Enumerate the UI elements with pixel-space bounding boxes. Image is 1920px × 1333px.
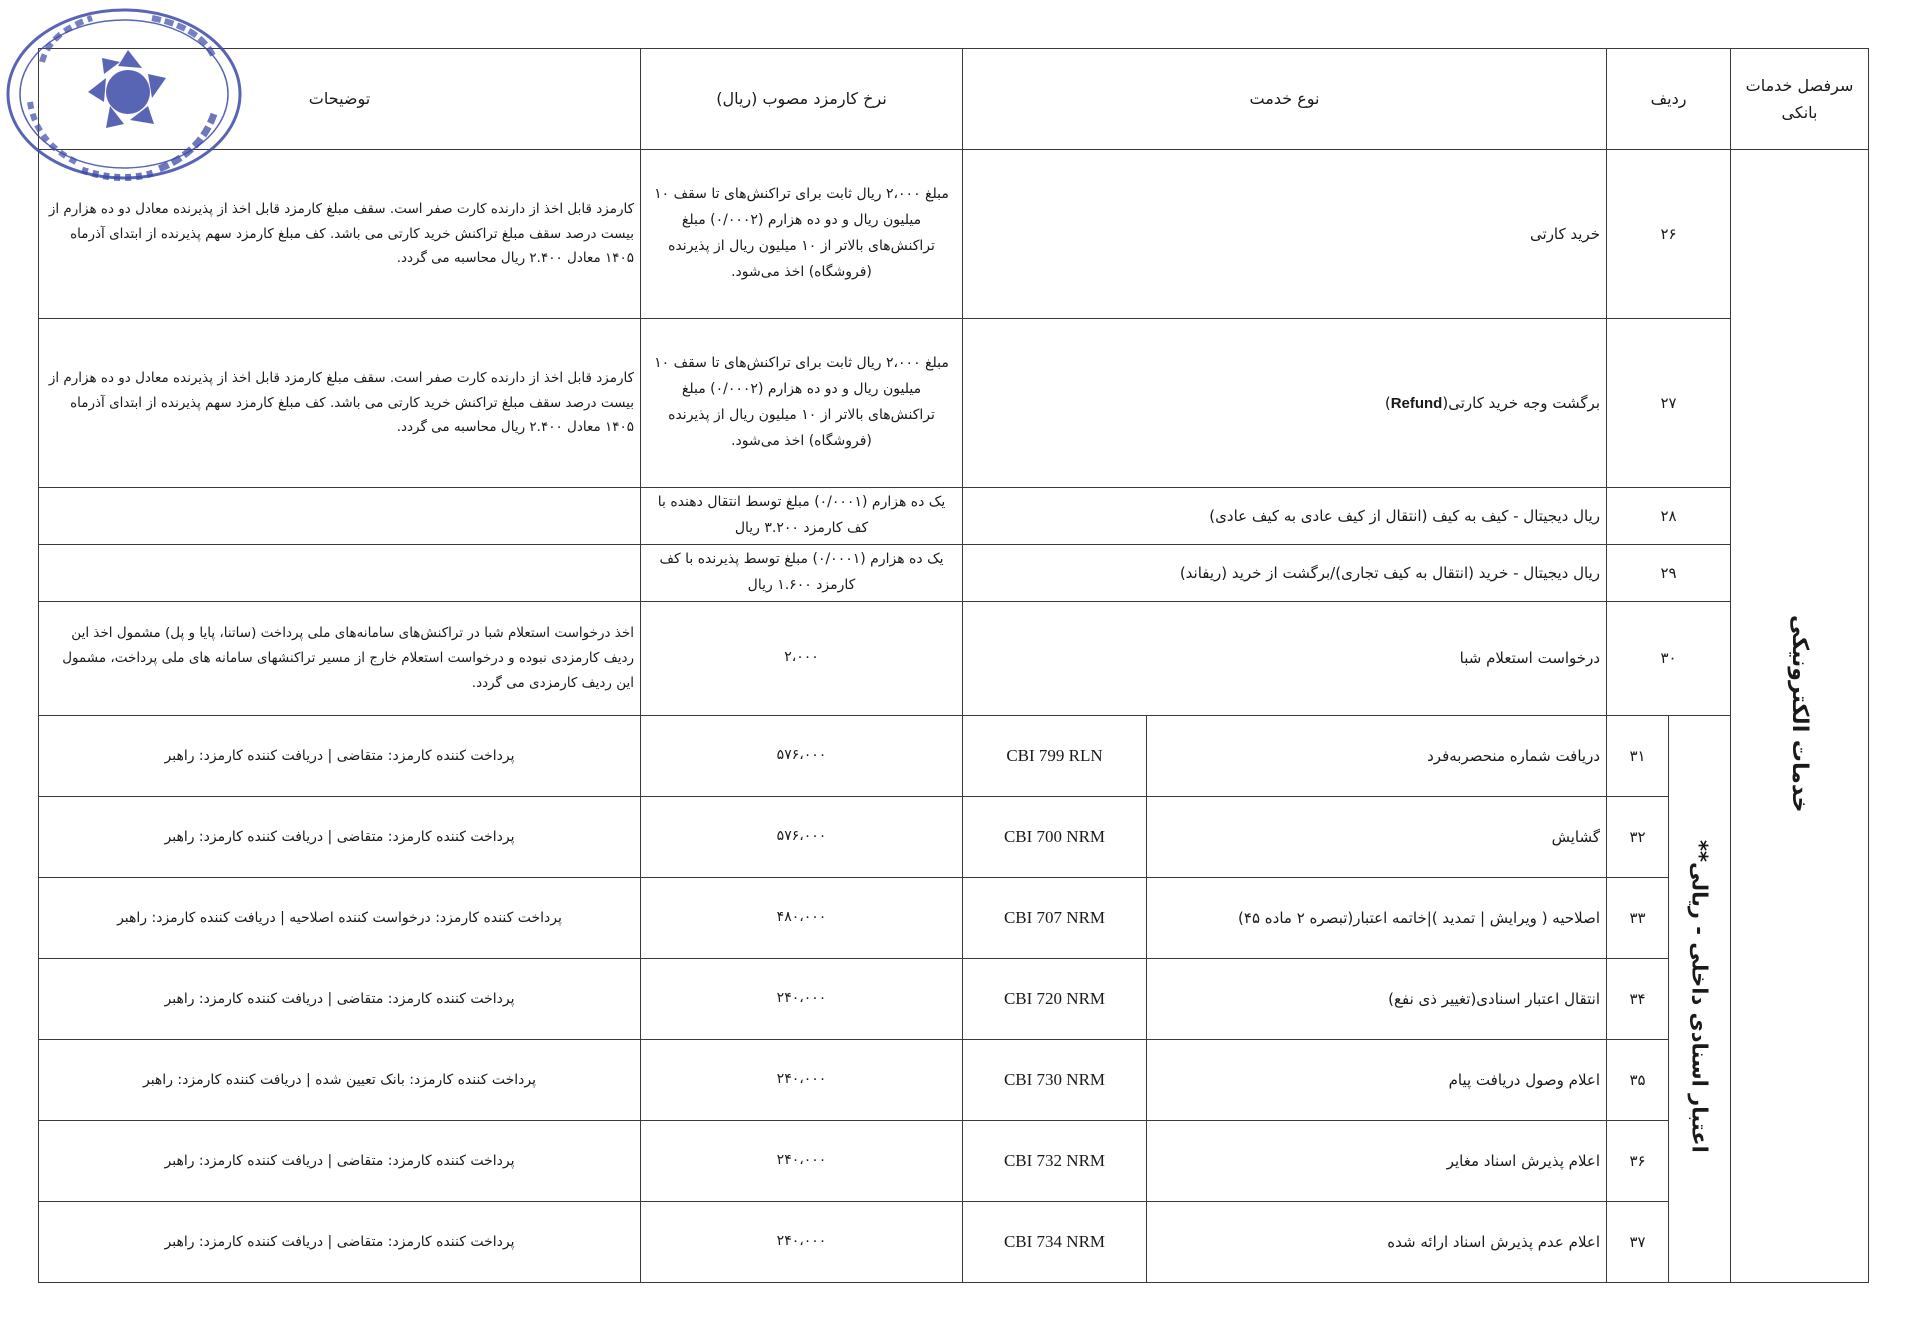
- table-row: [39, 488, 1869, 545]
- service-name-end: ): [1384, 394, 1391, 412]
- table-row: [39, 150, 1869, 319]
- service-name-text: برگشت وجه خرید کارتی(: [1442, 394, 1601, 412]
- row-number: ۳۷: [1607, 1201, 1669, 1282]
- description: پرداخت کننده کارمزد: متقاضی | دریافت کننده کارمزد: راهبر: [39, 715, 641, 796]
- row-number: ۳۳: [1607, 877, 1669, 958]
- row-number: ۳۱: [1607, 715, 1669, 796]
- fee-table: [38, 48, 1869, 1283]
- description: پرداخت کننده کارمزد: متقاضی | دریافت کننده کارمزد: راهبر: [39, 958, 641, 1039]
- message-code: CBI 730 NRM: [963, 1039, 1147, 1120]
- service-name: اصلاحیه ( ویرایش | تمدید )|خاتمه اعتبار(تبصره ۲ ماده ۴۵): [1147, 877, 1607, 958]
- message-code: CBI 799 RLN: [963, 715, 1147, 796]
- header-section: سرفصل خدمات بانکی: [1731, 49, 1869, 150]
- message-code: CBI 707 NRM: [963, 877, 1147, 958]
- official-seal-stamp: [2, 2, 246, 198]
- service-name: اعلام پذیرش اسناد مغایر: [1147, 1120, 1607, 1201]
- service-name: خرید کارتی: [963, 150, 1607, 319]
- message-code: CBI 734 NRM: [963, 1201, 1147, 1282]
- description: پرداخت کننده کارمزد: بانک تعیین شده | دریافت کننده کارمزد: راهبر: [39, 1039, 641, 1120]
- description: پرداخت کننده کارمزد: درخواست کننده اصلاحیه | دریافت کننده کارمزد: راهبر: [39, 877, 641, 958]
- message-code: CBI 700 NRM: [963, 796, 1147, 877]
- service-name: [963, 319, 1607, 488]
- service-name: ریال دیجیتال - کیف به کیف (انتقال از کیف عادی به کیف عادی): [963, 488, 1607, 545]
- description: اخذ درخواست استعلام شبا در تراکنش‌های سامانه‌های ملی پرداخت (ساتنا، پایا و پل) مشمول اخذ این ردیف کارمزدی نبوده و درخواست استعلام خارج از مسیر تراکنشهای سامانه های ملی پرداخت، مشمول این ردیف کارمزدی می گردد.: [39, 601, 641, 715]
- service-name: دریافت شماره منحصربه‌فرد: [1147, 715, 1607, 796]
- fee-rate: مبلغ ۲،۰۰۰ ریال ثابت برای تراکنش‌های تا سقف ۱۰ میلیون ریال و دو ده هزارم (۰/۰۰۰۲) مبلغ تراکنش‌های بالاتر از ۱۰ میلیون ریال از پذیرنده (فروشگاه) اخذ می‌شود.: [641, 319, 963, 488]
- message-code: CBI 720 NRM: [963, 958, 1147, 1039]
- row-number: ۳۵: [1607, 1039, 1669, 1120]
- service-name: اعلام عدم پذیرش اسناد ارائه شده: [1147, 1201, 1607, 1282]
- table-row: [39, 958, 1869, 1039]
- table-row: [39, 1120, 1869, 1201]
- fee-rate: مبلغ ۲،۰۰۰ ریال ثابت برای تراکنش‌های تا سقف ۱۰ میلیون ریال و دو ده هزارم (۰/۰۰۰۲) مبلغ تراکنش‌های بالاتر از ۱۰ میلیون ریال از پذیرنده (فروشگاه) اخذ می‌شود.: [641, 150, 963, 319]
- fee-rate: ۲۴۰،۰۰۰: [641, 958, 963, 1039]
- row-number: ۳۰: [1607, 601, 1731, 715]
- description: [39, 488, 641, 545]
- service-name: ریال دیجیتال - خرید (انتقال به کیف تجاری)/برگشت از خرید (ریفاند): [963, 544, 1607, 601]
- message-code: CBI 732 NRM: [963, 1120, 1147, 1201]
- fee-rate: ۲۴۰،۰۰۰: [641, 1039, 963, 1120]
- header-service-type: نوع خدمت: [963, 49, 1607, 150]
- table-row: [39, 1039, 1869, 1120]
- table-row: [39, 1201, 1869, 1282]
- bank-emblem-icon: [88, 50, 166, 128]
- service-name: درخواست استعلام شبا: [963, 601, 1607, 715]
- subsection-cell: [1669, 715, 1731, 1282]
- description: پرداخت کننده کارمزد: متقاضی | دریافت کننده کارمزد: راهبر: [39, 1120, 641, 1201]
- fee-rate: ۲،۰۰۰: [641, 601, 963, 715]
- subsection-label: اعتبار اسنادی داخلی - ریالی**: [1687, 840, 1712, 1153]
- fee-rate: ۵۷۶،۰۰۰: [641, 796, 963, 877]
- header-fee-rate: نرخ کارمزد مصوب (ریال): [641, 49, 963, 150]
- description: کارمزد قابل اخذ از دارنده کارت صفر است. سقف مبلغ کارمزد قابل اخذ از پذیرنده معادل دو ده هزارم از بیست درصد سقف مبلغ تراکنش خرید کارتی می باشد. کف مبلغ کارمزد سهم پذیرنده از ابتدای آذرماه ۱۴۰۵ معادل ۲.۴۰۰ ریال محاسبه می گردد.: [39, 150, 641, 319]
- table-row: [39, 877, 1869, 958]
- description: پرداخت کننده کارمزد: متقاضی | دریافت کننده کارمزد: راهبر: [39, 796, 641, 877]
- service-name: انتقال اعتبار اسنادی(تغییر ذی نفع): [1147, 958, 1607, 1039]
- fee-rate: ۴۸۰،۰۰۰: [641, 877, 963, 958]
- section-cell: [1731, 150, 1869, 1283]
- row-number: ۳۲: [1607, 796, 1669, 877]
- fee-rate: ۲۴۰،۰۰۰: [641, 1120, 963, 1201]
- table-row: [39, 601, 1869, 715]
- row-number: ۲۸: [1607, 488, 1731, 545]
- section-label: خدمات الکترونیکی: [1787, 615, 1813, 813]
- row-number: ۳۶: [1607, 1120, 1669, 1201]
- row-number: ۲۷: [1607, 319, 1731, 488]
- table-row: [39, 715, 1869, 796]
- description: کارمزد قابل اخذ از دارنده کارت صفر است. سقف مبلغ کارمزد قابل اخذ از پذیرنده معادل دو ده هزارم از بیست درصد سقف مبلغ تراکنش خرید کارتی می باشد. کف مبلغ کارمزد سهم پذیرنده از ابتدای آذرماه ۱۴۰۵ معادل ۲.۴۰۰ ریال محاسبه می گردد.: [39, 319, 641, 488]
- row-number: ۲۹: [1607, 544, 1731, 601]
- table-row: [39, 544, 1869, 601]
- fee-rate: یک ده هزارم (۰/۰۰۰۱) مبلغ توسط پذیرنده با کف کارمزد ۱.۶۰۰ ریال: [641, 544, 963, 601]
- header-row: [39, 49, 1869, 150]
- description: پرداخت کننده کارمزد: متقاضی | دریافت کننده کارمزد: راهبر: [39, 1201, 641, 1282]
- service-name: اعلام وصول دریافت پیام: [1147, 1039, 1607, 1120]
- service-name: گشایش: [1147, 796, 1607, 877]
- row-number: ۳۴: [1607, 958, 1669, 1039]
- fee-rate: ۵۷۶،۰۰۰: [641, 715, 963, 796]
- table-row: [39, 796, 1869, 877]
- header-row-number: ردیف: [1607, 49, 1731, 150]
- fee-rate: یک ده هزارم (۰/۰۰۰۱) مبلغ توسط انتقال دهنده با کف کارمزد ۳.۲۰۰ ریال: [641, 488, 963, 545]
- fee-rate: ۲۴۰،۰۰۰: [641, 1201, 963, 1282]
- service-name-en: Refund: [1390, 395, 1443, 412]
- table-row: [39, 319, 1869, 488]
- header-description: توضیحات: [39, 49, 641, 150]
- row-number: ۲۶: [1607, 150, 1731, 319]
- description: [39, 544, 641, 601]
